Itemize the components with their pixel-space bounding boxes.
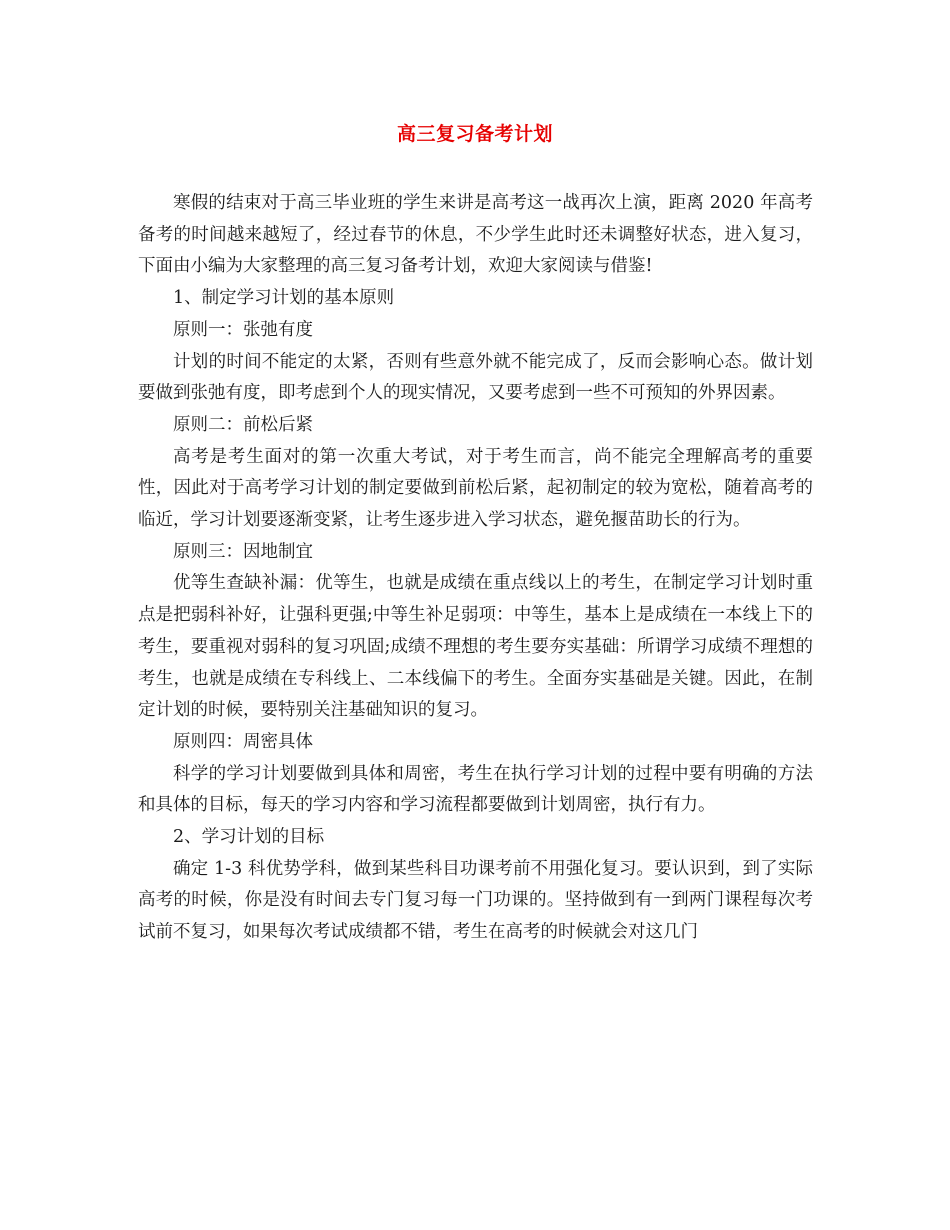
principle-heading-3: 原则三：因地制宜 [173,541,313,562]
section-heading-2: 2、学习计划的目标 [173,827,325,848]
goal-paragraph: 确定 1-3 科优势学科，做到某些科目功课考前不用强化复习。要认识到，到了实际高考的时候，你是没有时间去专门复习每一门功课的。坚持做到有一到两门课程每次考试前不复习，如果每次考试成绩都不错，考生在高考的时候就会对这几门 [138,858,813,943]
principle-heading-2: 原则二：前松后紧 [173,414,313,435]
principle-heading-1: 原则一：张弛有度 [173,319,313,340]
document-title: 高三复习备考计划 [396,123,553,145]
principle-text-1: 计划的时间不能定的太紧，否则有些意外就不能完成了，反而会影响心态。做计划要做到张弛有度，即考虑到个人的现实情况，又要考虑到一些不可预知的外界因素。 [138,351,813,404]
principle-heading-4: 原则四：周密具体 [173,731,313,752]
principle-text-3: 优等生查缺补漏：优等生，也就是成绩在重点线以上的考生，在制定学习计划时重点是把弱科补好，让强科更强;中等生补足弱项：中等生，基本上是成绩在一本线上下的考生，要重视对弱科的复习巩固;成绩不理想的考生要夯实基础：所谓学习成绩不理想的考生，也就是成绩在专科线上、二本线偏下的考生。全面夯实基础是关键。因此，在制定计划的时候，要特别关注基础知识的复习。 [138,573,813,721]
principle-text-4: 科学的学习计划要做到具体和周密，考生在执行学习计划的过程中要有明确的方法和具体的目标，每天的学习内容和学习流程都要做到计划周密，执行有力。 [138,763,813,816]
section-heading-1: 1、制定学习计划的基本原则 [173,288,395,309]
principle-text-2: 高考是考生面对的第一次重大考试，对于考生而言，尚不能完全理解高考的重要性，因此对于高考学习计划的制定要做到前松后紧，起初制定的较为宽松，随着高考的临近，学习计划要逐渐变紧，让考生逐步进入学习状态，避免揠苗助长的行为。 [138,446,813,531]
intro-paragraph: 寒假的结束对于高三毕业班的学生来讲是高考这一战再次上演，距离 2020 年高考备考的时间越来越短了，经过春节的休息，不少学生此时还未调整好状态，进入复习，下面由小编为大家整理的高三复习备考计划，欢迎大家阅读与借鉴! [138,193,813,277]
document-body [138,188,813,949]
